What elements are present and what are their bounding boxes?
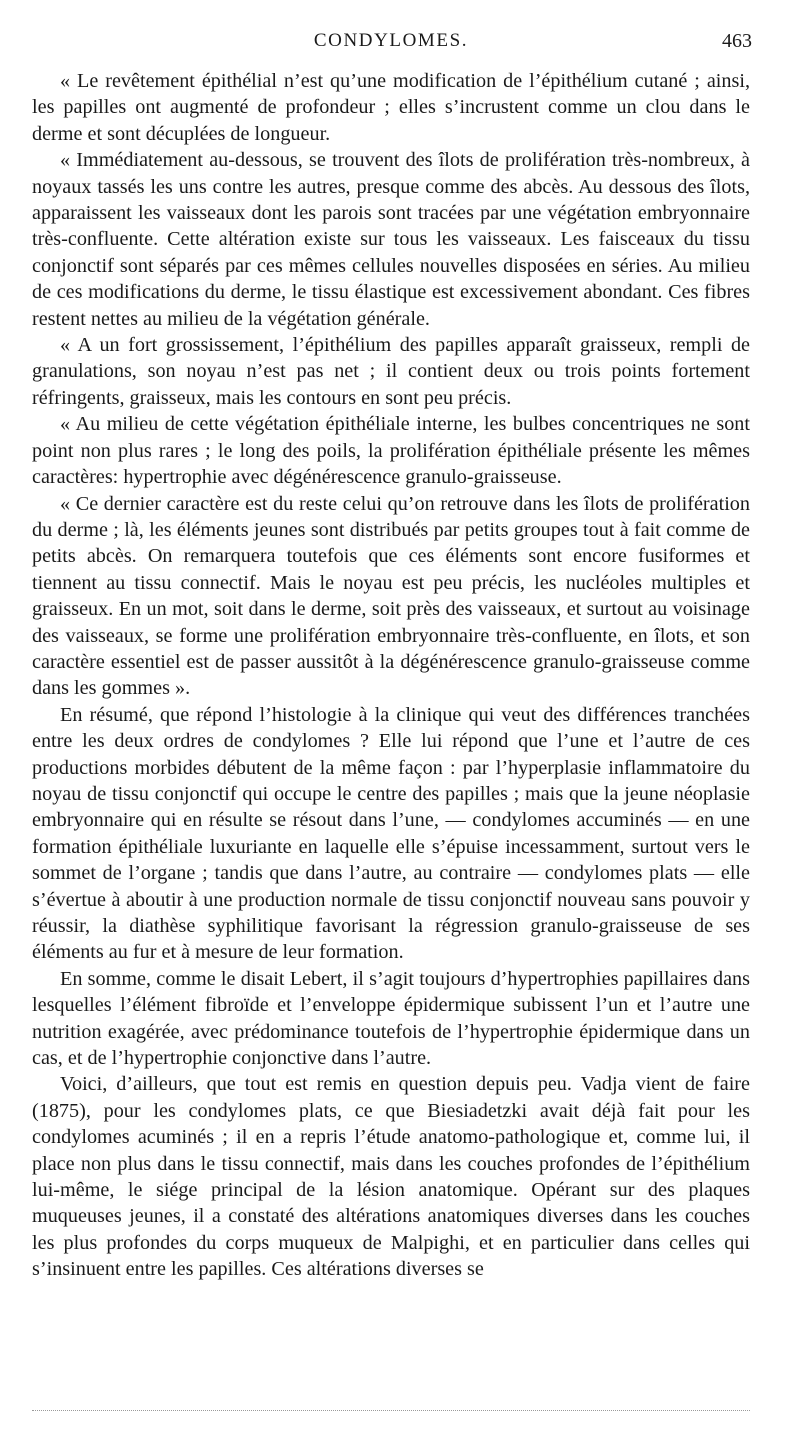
paragraph-5: « Ce dernier caractère est du reste celui qu’on retrouve dans les îlots de prolifération du derme ; là, les éléments jeunes sont distribués par petits groupes tout à fait comme de petits abcès. On remarquera toutefois que ces éléments sont encore fusiformes et tiennent au tissu connectif. Mais le noyau est peu précis, les nucléoles multiples et graisseux. En un mot, soit dans le derme, soit près des vaisseaux, et surtout au voisinage des vaisseaux, se forme une prolifération embryonnaire très-confluente, en îlots, et son caractère essentiel est de passer aussitôt à la dégénérescence granulo-graisseuse comme dans les gommes ». (32, 492, 750, 700)
body-text (32, 68, 750, 1283)
paragraph-4: « Au milieu de cette végétation épithéliale interne, les bulbes concentriques ne sont point non plus rares ; le long des poils, la prolifération épithéliale présente les mêmes caractères: hypertrophie avec dégénérescence granulo-graisseuse. (32, 413, 750, 489)
paragraph-2: « Immédiatement au-dessous, se trouvent des îlots de prolifération très-nombreux, à noyaux tassés les uns contre les autres, presque comme des abcès. Au dessous des îlots, apparaissent les vaisseaux dont les parois sont tracées par une végétation embryonnaire très-confluente. Cette altération existe sur tous les vaisseaux. Les faisceaux du tissu conjonctif sont séparés par ces mêmes cellules nouvelles disposées en séries. Au milieu de ces modifications du derme, le tissu élastique est excessivement abondant. Ces fibres restent nettes au milieu de la végétation générale. (32, 149, 750, 330)
page-number: 463 (722, 30, 752, 52)
paragraph-1: « Le revêtement épithélial n’est qu’une modification de l’épithélium cutané ; ainsi, les papilles ont augmenté de profondeur ; elles s’incrustent comme un clou dans le derme et sont décuplées de longueur. (32, 70, 750, 145)
paragraph-6: En résumé, que répond l’histologie à la clinique qui veut des différences tranchées entre les deux ordres de condylomes ? Elle lui répond que l’une et l’autre de ces productions morbides débutent de la même façon : par l’hyperplasie inflammatoire du noyau de tissu conjonctif qui occupe le centre des papilles ; mais que la jeune néoplasie embryonnaire qui en résulte se résout dans l’une, — condylomes accuminés — en une formation épithéliale luxuriante en laquelle elle s’épuise incessamment, surtout vers le sommet de l’organe ; tandis que dans l’autre, au contraire — condylomes plats — elle s’évertue à aboutir à une production normale de tissu conjonctif nouveau sans pouvoir y réussir, la diathèse syphilitique favorisant la régression granulo-graisseuse de ses éléments au fur et à mesure de leur formation. (32, 703, 750, 964)
document-page (32, 30, 750, 1283)
paragraph-8: Voici, d’ailleurs, que tout est remis en question depuis peu. Vadja vient de faire (1875), pour les condylomes plats, ce que Biesiadetzki avait déjà fait pour les condylomes acuminés ; il en a repris l’étude anatomo-pathologique et, comme lui, il place non plus dans le tissu connectif, mais dans les couches profondes de l’épithélium lui-même, le siége principal de la lésion anatomique. Opérant sur des plaques muqueuses jeunes, il a constaté des altérations anatomiques diverses dans les couches les plus profondes du corps muqueux de Malpighi, et en particulier dans celles qui s’insinuent entre les papilles. Ces altérations diverses se (32, 1073, 750, 1281)
footer-dotted-rule (32, 1410, 750, 1411)
page-header (32, 30, 750, 60)
paragraph-3: « A un fort grossissement, l’épithélium des papilles apparaît graisseux, rempli de granulations, son noyau n’est pas net ; il contient deux ou trois points fortement réfringents, graisseux, mais les contours en sont peu précis. (32, 334, 750, 409)
paragraph-7: En somme, comme le disait Lebert, il s’agit toujours d’hypertrophies papillaires dans lesquelles l’élément fibroïde et l’enveloppe épidermique subissent l’un et l’autre une nutrition exagérée, avec prédominance toutefois de l’hypertrophie épidermique dans un cas, et de l’hypertrophie conjonctive dans l’autre. (32, 967, 750, 1070)
running-title: CONDYLOMES. (313, 30, 469, 51)
